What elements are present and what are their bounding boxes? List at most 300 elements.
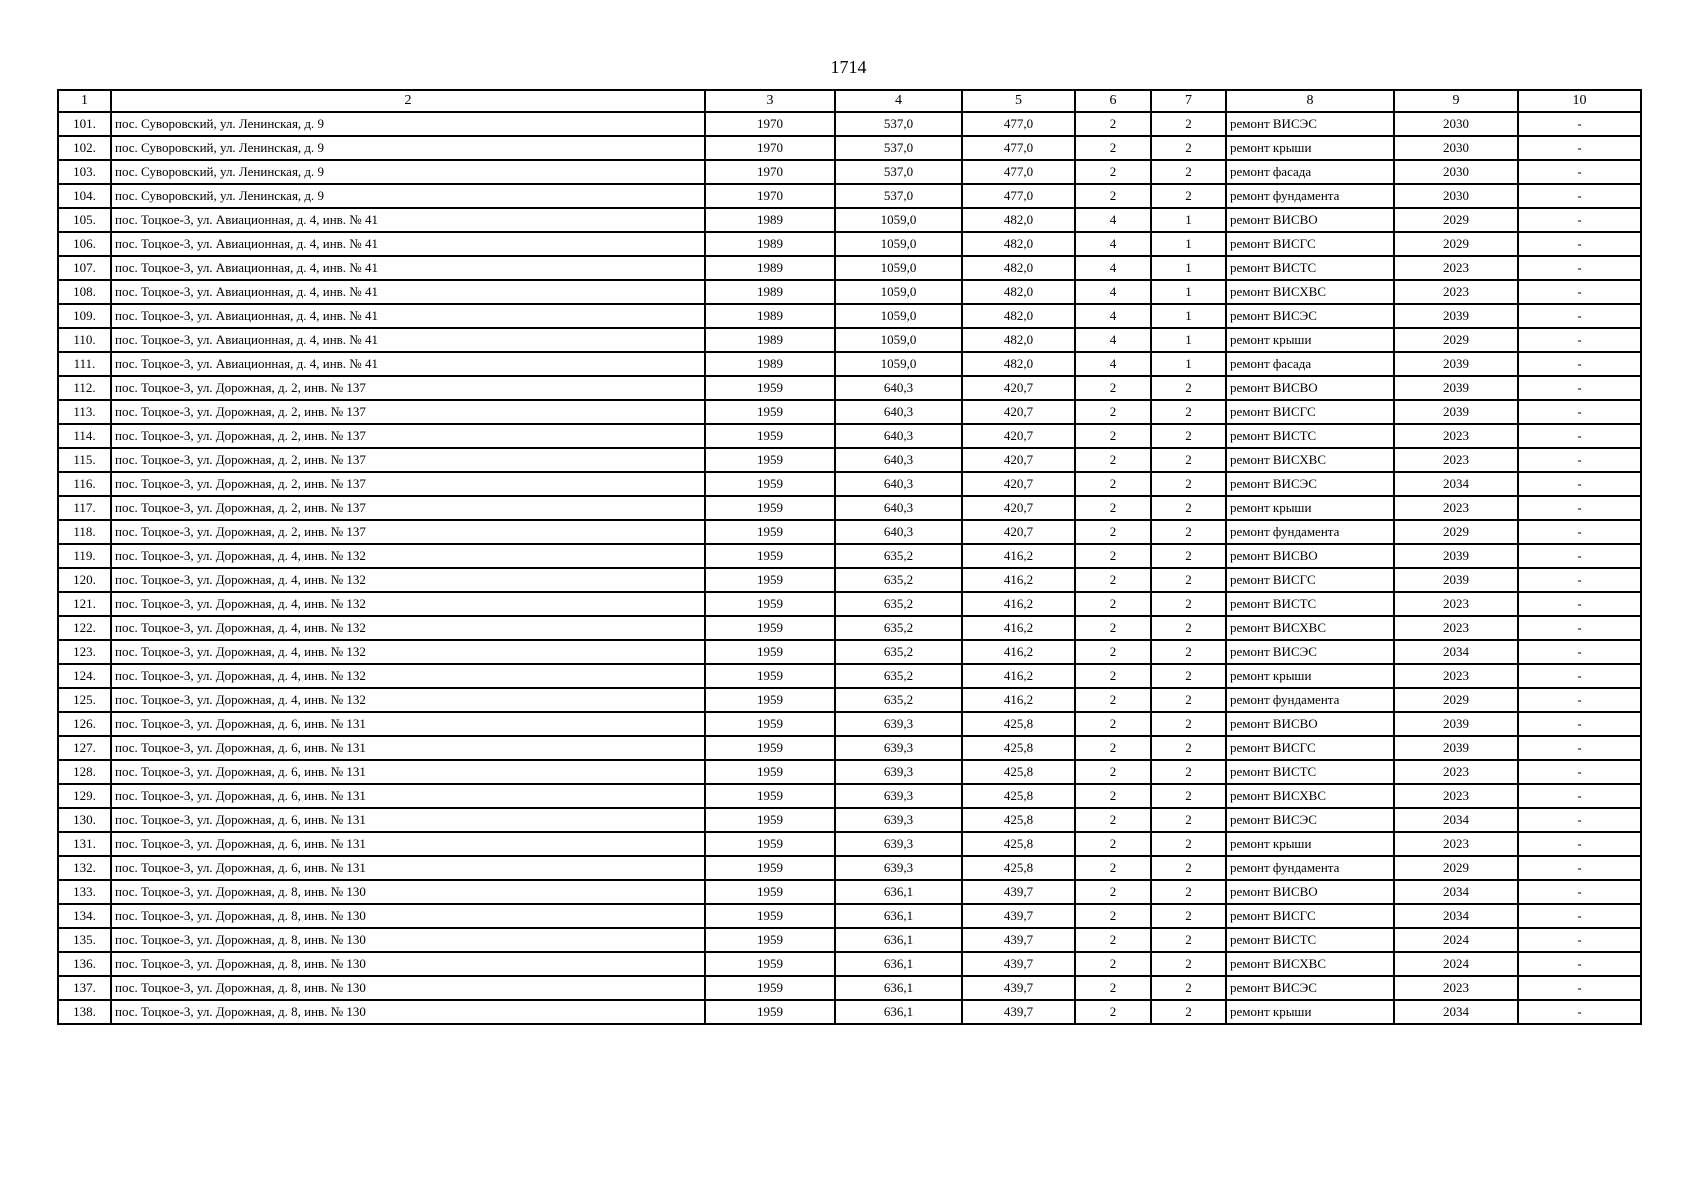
row-number-cell: 106. [58, 232, 111, 256]
entrances-cell: 2 [1151, 640, 1226, 664]
entrances-cell: 1 [1151, 208, 1226, 232]
year-built-cell: 1959 [705, 496, 835, 520]
planned-year-cell: 2030 [1394, 136, 1518, 160]
work-type-cell: ремонт ВИСГС [1226, 736, 1394, 760]
total-area-cell: 1059,0 [835, 328, 962, 352]
table-row [58, 736, 1641, 760]
living-area-cell: 477,0 [962, 136, 1075, 160]
living-area-cell: 482,0 [962, 328, 1075, 352]
entrances-cell: 2 [1151, 712, 1226, 736]
total-area-cell: 636,1 [835, 976, 962, 1000]
entrances-cell: 2 [1151, 184, 1226, 208]
table-row [58, 112, 1641, 136]
address-cell: пос. Тоцкое-3, ул. Авиационная, д. 4, инв. № 41 [111, 328, 705, 352]
floors-cell: 2 [1075, 832, 1151, 856]
year-built-cell: 1959 [705, 808, 835, 832]
note-cell: - [1518, 304, 1641, 328]
living-area-cell: 482,0 [962, 208, 1075, 232]
table-row [58, 424, 1641, 448]
entrances-cell: 2 [1151, 808, 1226, 832]
floors-cell: 2 [1075, 1000, 1151, 1024]
work-type-cell: ремонт ВИСГС [1226, 232, 1394, 256]
address-cell: пос. Тоцкое-3, ул. Дорожная, д. 8, инв. № 130 [111, 880, 705, 904]
address-cell: пос. Тоцкое-3, ул. Дорожная, д. 2, инв. № 137 [111, 424, 705, 448]
note-cell: - [1518, 208, 1641, 232]
year-built-cell: 1970 [705, 184, 835, 208]
year-built-cell: 1959 [705, 928, 835, 952]
work-type-cell: ремонт фасада [1226, 160, 1394, 184]
row-number-cell: 133. [58, 880, 111, 904]
column-header: 7 [1151, 90, 1226, 112]
address-cell: пос. Суворовский, ул. Ленинская, д. 9 [111, 136, 705, 160]
year-built-cell: 1959 [705, 952, 835, 976]
living-area-cell: 416,2 [962, 592, 1075, 616]
address-cell: пос. Тоцкое-3, ул. Дорожная, д. 4, инв. № 132 [111, 544, 705, 568]
year-built-cell: 1989 [705, 280, 835, 304]
work-type-cell: ремонт фундамента [1226, 184, 1394, 208]
year-built-cell: 1959 [705, 616, 835, 640]
entrances-cell: 2 [1151, 496, 1226, 520]
floors-cell: 2 [1075, 616, 1151, 640]
planned-year-cell: 2039 [1394, 352, 1518, 376]
year-built-cell: 1959 [705, 760, 835, 784]
work-type-cell: ремонт ВИСВО [1226, 544, 1394, 568]
note-cell: - [1518, 496, 1641, 520]
row-number-cell: 114. [58, 424, 111, 448]
living-area-cell: 425,8 [962, 808, 1075, 832]
table-row [58, 616, 1641, 640]
note-cell: - [1518, 736, 1641, 760]
total-area-cell: 639,3 [835, 856, 962, 880]
total-area-cell: 636,1 [835, 1000, 962, 1024]
note-cell: - [1518, 448, 1641, 472]
row-number-cell: 128. [58, 760, 111, 784]
entrances-cell: 2 [1151, 448, 1226, 472]
year-built-cell: 1989 [705, 352, 835, 376]
table-row [58, 496, 1641, 520]
work-type-cell: ремонт ВИСТС [1226, 592, 1394, 616]
table-row [58, 832, 1641, 856]
floors-cell: 2 [1075, 976, 1151, 1000]
table-row [58, 520, 1641, 544]
note-cell: - [1518, 544, 1641, 568]
year-built-cell: 1959 [705, 376, 835, 400]
address-cell: пос. Тоцкое-3, ул. Дорожная, д. 4, инв. № 132 [111, 640, 705, 664]
row-number-cell: 101. [58, 112, 111, 136]
note-cell: - [1518, 520, 1641, 544]
row-number-cell: 118. [58, 520, 111, 544]
table-row [58, 184, 1641, 208]
floors-cell: 2 [1075, 952, 1151, 976]
floors-cell: 2 [1075, 376, 1151, 400]
table-row [58, 328, 1641, 352]
work-type-cell: ремонт ВИСТС [1226, 760, 1394, 784]
table-row [58, 208, 1641, 232]
living-area-cell: 477,0 [962, 184, 1075, 208]
address-cell: пос. Тоцкое-3, ул. Дорожная, д. 8, инв. № 130 [111, 976, 705, 1000]
table-row [58, 304, 1641, 328]
floors-cell: 2 [1075, 880, 1151, 904]
planned-year-cell: 2029 [1394, 328, 1518, 352]
address-cell: пос. Суворовский, ул. Ленинская, д. 9 [111, 184, 705, 208]
row-number-cell: 134. [58, 904, 111, 928]
work-type-cell: ремонт ВИСВО [1226, 376, 1394, 400]
row-number-cell: 104. [58, 184, 111, 208]
work-type-cell: ремонт крыши [1226, 1000, 1394, 1024]
table-row [58, 256, 1641, 280]
planned-year-cell: 2023 [1394, 616, 1518, 640]
work-type-cell: ремонт ВИСЭС [1226, 976, 1394, 1000]
address-cell: пос. Тоцкое-3, ул. Дорожная, д. 4, инв. № 132 [111, 688, 705, 712]
table-body [58, 112, 1641, 1024]
address-cell: пос. Суворовский, ул. Ленинская, д. 9 [111, 160, 705, 184]
row-number-cell: 131. [58, 832, 111, 856]
row-number-cell: 127. [58, 736, 111, 760]
work-type-cell: ремонт ВИСЭС [1226, 472, 1394, 496]
total-area-cell: 635,2 [835, 568, 962, 592]
column-header: 9 [1394, 90, 1518, 112]
floors-cell: 2 [1075, 856, 1151, 880]
planned-year-cell: 2039 [1394, 376, 1518, 400]
address-cell: пос. Тоцкое-3, ул. Дорожная, д. 6, инв. № 131 [111, 784, 705, 808]
table-row [58, 712, 1641, 736]
living-area-cell: 416,2 [962, 688, 1075, 712]
row-number-cell: 138. [58, 1000, 111, 1024]
total-area-cell: 1059,0 [835, 352, 962, 376]
address-cell: пос. Тоцкое-3, ул. Дорожная, д. 6, инв. № 131 [111, 736, 705, 760]
work-type-cell: ремонт ВИСХВС [1226, 616, 1394, 640]
total-area-cell: 640,3 [835, 472, 962, 496]
floors-cell: 4 [1075, 304, 1151, 328]
row-number-cell: 111. [58, 352, 111, 376]
address-cell: пос. Тоцкое-3, ул. Дорожная, д. 2, инв. № 137 [111, 400, 705, 424]
year-built-cell: 1959 [705, 1000, 835, 1024]
entrances-cell: 2 [1151, 664, 1226, 688]
floors-cell: 4 [1075, 328, 1151, 352]
work-type-cell: ремонт ВИСТС [1226, 256, 1394, 280]
column-header: 5 [962, 90, 1075, 112]
work-type-cell: ремонт фундамента [1226, 856, 1394, 880]
living-area-cell: 439,7 [962, 952, 1075, 976]
address-cell: пос. Тоцкое-3, ул. Авиационная, д. 4, инв. № 41 [111, 280, 705, 304]
entrances-cell: 2 [1151, 784, 1226, 808]
work-type-cell: ремонт крыши [1226, 496, 1394, 520]
floors-cell: 2 [1075, 640, 1151, 664]
address-cell: пос. Тоцкое-3, ул. Авиационная, д. 4, инв. № 41 [111, 352, 705, 376]
work-type-cell: ремонт крыши [1226, 832, 1394, 856]
table-row [58, 952, 1641, 976]
work-type-cell: ремонт ВИСТС [1226, 424, 1394, 448]
note-cell: - [1518, 184, 1641, 208]
table-row [58, 232, 1641, 256]
note-cell: - [1518, 928, 1641, 952]
table-row [58, 568, 1641, 592]
table-row [58, 472, 1641, 496]
entrances-cell: 2 [1151, 544, 1226, 568]
row-number-cell: 117. [58, 496, 111, 520]
floors-cell: 2 [1075, 496, 1151, 520]
note-cell: - [1518, 160, 1641, 184]
note-cell: - [1518, 568, 1641, 592]
table-row [58, 160, 1641, 184]
total-area-cell: 636,1 [835, 880, 962, 904]
living-area-cell: 425,8 [962, 712, 1075, 736]
work-type-cell: ремонт ВИСЭС [1226, 112, 1394, 136]
year-built-cell: 1959 [705, 544, 835, 568]
floors-cell: 2 [1075, 760, 1151, 784]
column-header: 6 [1075, 90, 1151, 112]
row-number-cell: 113. [58, 400, 111, 424]
total-area-cell: 636,1 [835, 904, 962, 928]
planned-year-cell: 2034 [1394, 1000, 1518, 1024]
entrances-cell: 1 [1151, 304, 1226, 328]
column-header: 4 [835, 90, 962, 112]
entrances-cell: 2 [1151, 424, 1226, 448]
work-type-cell: ремонт ВИСВО [1226, 208, 1394, 232]
year-built-cell: 1989 [705, 256, 835, 280]
living-area-cell: 416,2 [962, 640, 1075, 664]
year-built-cell: 1959 [705, 664, 835, 688]
planned-year-cell: 2024 [1394, 952, 1518, 976]
row-number-cell: 119. [58, 544, 111, 568]
note-cell: - [1518, 280, 1641, 304]
year-built-cell: 1959 [705, 736, 835, 760]
work-type-cell: ремонт ВИСТС [1226, 928, 1394, 952]
work-type-cell: ремонт ВИСВО [1226, 712, 1394, 736]
entrances-cell: 2 [1151, 376, 1226, 400]
entrances-cell: 1 [1151, 280, 1226, 304]
living-area-cell: 420,7 [962, 496, 1075, 520]
entrances-cell: 2 [1151, 976, 1226, 1000]
work-type-cell: ремонт крыши [1226, 664, 1394, 688]
row-number-cell: 109. [58, 304, 111, 328]
entrances-cell: 2 [1151, 592, 1226, 616]
floors-cell: 2 [1075, 928, 1151, 952]
address-cell: пос. Тоцкое-3, ул. Дорожная, д. 2, инв. № 137 [111, 472, 705, 496]
row-number-cell: 108. [58, 280, 111, 304]
total-area-cell: 1059,0 [835, 280, 962, 304]
total-area-cell: 1059,0 [835, 232, 962, 256]
year-built-cell: 1959 [705, 784, 835, 808]
planned-year-cell: 2029 [1394, 232, 1518, 256]
row-number-cell: 105. [58, 208, 111, 232]
year-built-cell: 1959 [705, 832, 835, 856]
living-area-cell: 439,7 [962, 976, 1075, 1000]
year-built-cell: 1989 [705, 328, 835, 352]
living-area-cell: 439,7 [962, 904, 1075, 928]
total-area-cell: 639,3 [835, 784, 962, 808]
work-type-cell: ремонт крыши [1226, 136, 1394, 160]
address-cell: пос. Тоцкое-3, ул. Дорожная, д. 2, инв. № 137 [111, 520, 705, 544]
note-cell: - [1518, 712, 1641, 736]
year-built-cell: 1989 [705, 208, 835, 232]
table-row [58, 976, 1641, 1000]
total-area-cell: 635,2 [835, 688, 962, 712]
planned-year-cell: 2030 [1394, 184, 1518, 208]
address-cell: пос. Тоцкое-3, ул. Дорожная, д. 2, инв. № 137 [111, 376, 705, 400]
address-cell: пос. Тоцкое-3, ул. Дорожная, д. 6, инв. № 131 [111, 712, 705, 736]
entrances-cell: 1 [1151, 328, 1226, 352]
address-cell: пос. Тоцкое-3, ул. Дорожная, д. 8, инв. № 130 [111, 904, 705, 928]
year-built-cell: 1959 [705, 856, 835, 880]
floors-cell: 4 [1075, 280, 1151, 304]
year-built-cell: 1959 [705, 424, 835, 448]
total-area-cell: 537,0 [835, 112, 962, 136]
work-type-cell: ремонт ВИСХВС [1226, 952, 1394, 976]
living-area-cell: 420,7 [962, 472, 1075, 496]
year-built-cell: 1959 [705, 688, 835, 712]
work-type-cell: ремонт фундамента [1226, 688, 1394, 712]
total-area-cell: 1059,0 [835, 304, 962, 328]
year-built-cell: 1970 [705, 160, 835, 184]
floors-cell: 2 [1075, 448, 1151, 472]
living-area-cell: 477,0 [962, 112, 1075, 136]
total-area-cell: 639,3 [835, 712, 962, 736]
column-header: 2 [111, 90, 705, 112]
column-number-row [58, 90, 1641, 112]
year-built-cell: 1959 [705, 400, 835, 424]
entrances-cell: 2 [1151, 952, 1226, 976]
table-row [58, 352, 1641, 376]
floors-cell: 2 [1075, 184, 1151, 208]
repair-schedule-table [57, 89, 1642, 1025]
living-area-cell: 425,8 [962, 856, 1075, 880]
year-built-cell: 1959 [705, 712, 835, 736]
address-cell: пос. Тоцкое-3, ул. Дорожная, д. 4, инв. № 132 [111, 568, 705, 592]
address-cell: пос. Тоцкое-3, ул. Дорожная, д. 8, инв. № 130 [111, 1000, 705, 1024]
floors-cell: 2 [1075, 808, 1151, 832]
planned-year-cell: 2029 [1394, 688, 1518, 712]
note-cell: - [1518, 472, 1641, 496]
total-area-cell: 640,3 [835, 424, 962, 448]
row-number-cell: 120. [58, 568, 111, 592]
row-number-cell: 107. [58, 256, 111, 280]
row-number-cell: 116. [58, 472, 111, 496]
address-cell: пос. Тоцкое-3, ул. Дорожная, д. 6, инв. № 131 [111, 760, 705, 784]
note-cell: - [1518, 376, 1641, 400]
year-built-cell: 1959 [705, 592, 835, 616]
entrances-cell: 2 [1151, 688, 1226, 712]
floors-cell: 2 [1075, 904, 1151, 928]
living-area-cell: 425,8 [962, 736, 1075, 760]
total-area-cell: 636,1 [835, 952, 962, 976]
planned-year-cell: 2023 [1394, 832, 1518, 856]
table-row [58, 376, 1641, 400]
living-area-cell: 477,0 [962, 160, 1075, 184]
entrances-cell: 2 [1151, 832, 1226, 856]
address-cell: пос. Тоцкое-3, ул. Дорожная, д. 4, инв. № 132 [111, 616, 705, 640]
floors-cell: 2 [1075, 400, 1151, 424]
table-row [58, 784, 1641, 808]
floors-cell: 2 [1075, 592, 1151, 616]
total-area-cell: 635,2 [835, 616, 962, 640]
note-cell: - [1518, 688, 1641, 712]
address-cell: пос. Тоцкое-3, ул. Дорожная, д. 8, инв. № 130 [111, 952, 705, 976]
note-cell: - [1518, 352, 1641, 376]
planned-year-cell: 2039 [1394, 544, 1518, 568]
planned-year-cell: 2023 [1394, 424, 1518, 448]
row-number-cell: 110. [58, 328, 111, 352]
table-row [58, 664, 1641, 688]
living-area-cell: 420,7 [962, 448, 1075, 472]
row-number-cell: 125. [58, 688, 111, 712]
work-type-cell: ремонт ВИСЭС [1226, 304, 1394, 328]
planned-year-cell: 2039 [1394, 712, 1518, 736]
living-area-cell: 420,7 [962, 424, 1075, 448]
table-header [58, 90, 1641, 112]
entrances-cell: 2 [1151, 472, 1226, 496]
note-cell: - [1518, 256, 1641, 280]
address-cell: пос. Тоцкое-3, ул. Авиационная, д. 4, инв. № 41 [111, 232, 705, 256]
address-cell: пос. Тоцкое-3, ул. Авиационная, д. 4, инв. № 41 [111, 304, 705, 328]
floors-cell: 2 [1075, 472, 1151, 496]
planned-year-cell: 2023 [1394, 256, 1518, 280]
note-cell: - [1518, 592, 1641, 616]
table-row [58, 544, 1641, 568]
work-type-cell: ремонт ВИСЭС [1226, 640, 1394, 664]
address-cell: пос. Тоцкое-3, ул. Дорожная, д. 8, инв. № 130 [111, 928, 705, 952]
year-built-cell: 1959 [705, 448, 835, 472]
note-cell: - [1518, 880, 1641, 904]
row-number-cell: 126. [58, 712, 111, 736]
note-cell: - [1518, 904, 1641, 928]
living-area-cell: 420,7 [962, 376, 1075, 400]
floors-cell: 2 [1075, 568, 1151, 592]
living-area-cell: 439,7 [962, 880, 1075, 904]
note-cell: - [1518, 808, 1641, 832]
entrances-cell: 2 [1151, 736, 1226, 760]
planned-year-cell: 2029 [1394, 856, 1518, 880]
planned-year-cell: 2023 [1394, 760, 1518, 784]
note-cell: - [1518, 232, 1641, 256]
entrances-cell: 2 [1151, 856, 1226, 880]
table-row [58, 928, 1641, 952]
living-area-cell: 416,2 [962, 616, 1075, 640]
living-area-cell: 425,8 [962, 832, 1075, 856]
living-area-cell: 482,0 [962, 232, 1075, 256]
floors-cell: 2 [1075, 160, 1151, 184]
table-row [58, 592, 1641, 616]
row-number-cell: 122. [58, 616, 111, 640]
living-area-cell: 420,7 [962, 400, 1075, 424]
table-row [58, 856, 1641, 880]
column-header: 1 [58, 90, 111, 112]
living-area-cell: 416,2 [962, 664, 1075, 688]
entrances-cell: 2 [1151, 616, 1226, 640]
year-built-cell: 1959 [705, 976, 835, 1000]
note-cell: - [1518, 1000, 1641, 1024]
planned-year-cell: 2039 [1394, 304, 1518, 328]
living-area-cell: 439,7 [962, 928, 1075, 952]
living-area-cell: 482,0 [962, 280, 1075, 304]
year-built-cell: 1970 [705, 112, 835, 136]
total-area-cell: 537,0 [835, 136, 962, 160]
entrances-cell: 2 [1151, 928, 1226, 952]
column-header: 3 [705, 90, 835, 112]
row-number-cell: 137. [58, 976, 111, 1000]
planned-year-cell: 2023 [1394, 664, 1518, 688]
living-area-cell: 416,2 [962, 544, 1075, 568]
row-number-cell: 123. [58, 640, 111, 664]
entrances-cell: 2 [1151, 1000, 1226, 1024]
address-cell: пос. Тоцкое-3, ул. Дорожная, д. 4, инв. № 132 [111, 592, 705, 616]
floors-cell: 2 [1075, 664, 1151, 688]
total-area-cell: 537,0 [835, 184, 962, 208]
row-number-cell: 129. [58, 784, 111, 808]
table-row [58, 640, 1641, 664]
floors-cell: 2 [1075, 136, 1151, 160]
work-type-cell: ремонт ВИСХВС [1226, 280, 1394, 304]
